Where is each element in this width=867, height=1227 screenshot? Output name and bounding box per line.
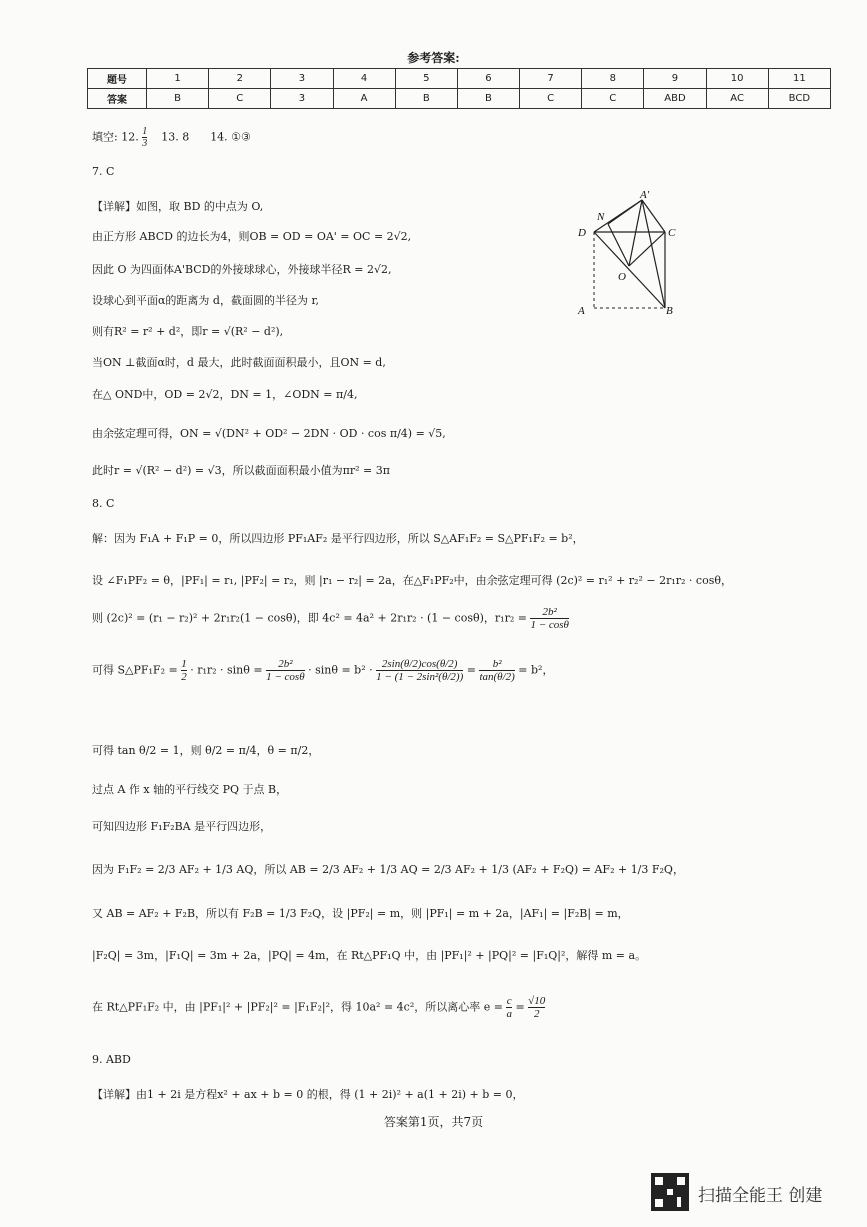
table-cell: 6	[457, 69, 519, 89]
q7-line: 【详解】如图，取 BD 的中点为 O,	[92, 200, 264, 213]
fraction	[530, 606, 569, 631]
q8-line4-mid2: · sinθ = b² ·	[308, 663, 373, 677]
q7-line: 当ON ⊥截面α时，d 最大，此时截面面积最小，且ON = d,	[92, 356, 386, 369]
row-label-number: 题号	[88, 69, 147, 89]
qr-code-icon	[651, 1173, 689, 1211]
q8-heading: 8. C	[92, 497, 115, 510]
fill-q14: 14. ①③	[210, 130, 251, 144]
watermark-text: 扫描全能王 创建	[698, 1186, 823, 1206]
table-cell: A	[333, 89, 395, 109]
fraction-numerator: 2b²	[266, 658, 305, 671]
label-n: N	[597, 211, 605, 223]
equals-sign: =	[515, 1000, 525, 1014]
table-cell: 11	[768, 69, 830, 89]
fraction-numerator: 2b²	[530, 606, 569, 619]
fill-q13: 13. 8	[161, 130, 190, 144]
fraction-denominator: 1 − cosθ	[530, 619, 569, 632]
q8-line4-end: = b²，	[518, 663, 554, 677]
table-cell: B	[457, 89, 519, 109]
table-cell: B	[395, 89, 457, 109]
q7-line: 由余弦定理可得，ON = √(DN² + OD² − 2DN · OD · cos π/4) = √5,	[92, 427, 446, 440]
fraction-numerator: 1	[181, 658, 187, 670]
fill-fraction	[142, 126, 147, 149]
q8-line4-prefix: 可得 S△PF₁F₂ =	[92, 663, 178, 677]
q7-line: 在△ OND中，OD = 2√2，DN = 1，∠ODN = π/4,	[92, 388, 358, 401]
fraction	[479, 658, 514, 683]
q8-line4-mid: · r₁r₂ · sinθ =	[190, 663, 263, 677]
q8-line11-text: 在 Rt△PF₁F₂ 中，由 |PF₁|² + |PF₂|² = |F₁F₂|²，得 10a² = 4c²，所以离心率 e =	[92, 1000, 503, 1014]
fraction	[266, 658, 305, 683]
fraction-denominator: 3	[142, 138, 148, 149]
table-cell: C	[520, 89, 582, 109]
fraction-denominator: tan(θ/2)	[479, 671, 515, 684]
table-cell: 5	[395, 69, 457, 89]
q7-line: 此时r = √(R² − d²) = √3，所以截面面积最小值为πr² = 3π	[92, 464, 390, 477]
table-cell: C	[209, 89, 271, 109]
label-c: C	[668, 227, 676, 239]
fraction-denominator: 2	[181, 671, 187, 684]
fraction-numerator: 2sin(θ/2)cos(θ/2)	[376, 658, 463, 671]
q8-line3-text: 则 (2c)² = (r₁ − r₂)² + 2r₁r₂(1 − cosθ)，即 4c² = 4a² + 2r₁r₂ · (1 − cosθ)，r₁r₂ =	[92, 611, 527, 625]
q8-line: 又 AB = AF₂ + F₂B，所以有 F₂B = 1/3 F₂Q，设 |PF₂| = m，则 |PF₁| = m + 2a，|AF₁| = |F₂B| = m，	[92, 907, 629, 920]
fill-in-answers	[92, 126, 251, 149]
q7-line: 由正方形 ABCD 的边长为4，则OB = OD = OA' = OC = 2√2,	[92, 230, 412, 243]
row-label-answer: 答案	[88, 89, 147, 109]
table-row	[88, 89, 831, 109]
q8-line: 可知四边形 F₁F₂BA 是平行四边形，	[92, 820, 272, 833]
tetrahedron-figure	[570, 188, 690, 318]
q8-line: |F₂Q| = 3m，|F₁Q| = 3m + 2a，|PQ| = 4m，在 Rt△PF₁Q 中，由 |PF₁|² + |PQ|² = |F₁Q|²，解得 m = a。	[92, 949, 647, 962]
label-b: B	[666, 305, 673, 317]
fraction-denominator: 1 − (1 − 2sin²(θ/2))	[376, 671, 464, 684]
table-cell: 1	[147, 69, 209, 89]
q9-heading: 9. ABD	[92, 1053, 131, 1066]
table-cell: BCD	[768, 89, 830, 109]
label-o: O	[618, 271, 626, 283]
label-a-prime: A'	[640, 189, 650, 201]
edge-on	[608, 224, 629, 266]
fraction-numerator: √10	[528, 995, 546, 1007]
fill-prefix: 填空: 12.	[92, 130, 139, 144]
table-cell: 3	[271, 89, 333, 109]
fraction-numerator: c	[506, 995, 512, 1007]
edge-db	[594, 232, 665, 308]
label-a: A	[578, 305, 585, 317]
q8-line	[92, 995, 545, 1020]
fraction-denominator: a	[506, 1008, 512, 1021]
table-cell: AC	[706, 89, 768, 109]
table-cell: 3	[271, 69, 333, 89]
page-footer: 答案第1页，共7页	[383, 1115, 484, 1129]
q8-line: 设 ∠F₁PF₂ = θ，|PF₁| = r₁, |PF₂| = r₂，则 |r₁ − r₂| = 2a，在△F₁PF₂中，由余弦定理可得 (2c)² = r₁² + r₂² − 2r₁r₂ · cosθ，	[92, 574, 732, 587]
table-row	[88, 69, 831, 89]
table-cell: 8	[582, 69, 644, 89]
q8-line: 可得 tan θ/2 = 1，则 θ/2 = π/4，θ = π/2，	[92, 744, 320, 757]
q8-line: 因为 F₁F₂ = 2/3 AF₂ + 1/3 AQ，所以 AB = 2/3 AF₂ + 1/3 AQ = 2/3 AF₂ + 1/3 (AF₂ + F₂Q) = AF₂ + 1/3 F₂Q，	[92, 863, 684, 876]
q7-line: 设球心到平面α的距离为 d，截面圆的半径为 r,	[92, 294, 320, 307]
table-cell: B	[147, 89, 209, 109]
fraction	[181, 658, 187, 683]
q8-line	[92, 658, 553, 683]
fraction-denominator: 1 − cosθ	[266, 671, 305, 684]
edge-na	[608, 200, 642, 224]
fraction	[376, 658, 463, 683]
q8-line: 过点 A 作 x 轴的平行线交 PQ 于点 B，	[92, 783, 288, 796]
fraction	[506, 995, 512, 1020]
q8-line	[92, 606, 569, 631]
fraction-numerator: b²	[479, 658, 514, 671]
answer-table	[87, 68, 831, 109]
q8-line: 解：因为 F₁A + F₁P = 0，所以四边形 PF₁AF₂ 是平行四边形，所以 S△AF₁F₂ = S△PF₁F₂ = b²，	[92, 532, 584, 545]
table-cell: C	[582, 89, 644, 109]
fraction-numerator: 1	[142, 126, 148, 137]
table-cell: 9	[644, 69, 706, 89]
fraction	[528, 995, 545, 1020]
table-cell: 4	[333, 69, 395, 89]
table-cell: 2	[209, 69, 271, 89]
q7-heading: 7. C	[92, 165, 115, 178]
q7-line: 则有R² = r² + d²，即r = √(R² − d²),	[92, 325, 284, 338]
page-title: 参考答案:	[407, 51, 460, 65]
equals-sign: =	[466, 663, 476, 677]
q9-line: 【详解】由1 + 2i 是方程x² + ax + b = 0 的根，得 (1 + 2i)² + a(1 + 2i) + b = 0，	[92, 1088, 524, 1101]
table-cell: ABD	[644, 89, 706, 109]
label-d: D	[578, 227, 586, 239]
fraction-denominator: 2	[533, 1008, 540, 1021]
q7-line: 因此 O 为四面体A'BCD的外接球球心，外接球半径R = 2√2,	[92, 263, 392, 276]
table-cell: 10	[706, 69, 768, 89]
table-cell: 7	[520, 69, 582, 89]
